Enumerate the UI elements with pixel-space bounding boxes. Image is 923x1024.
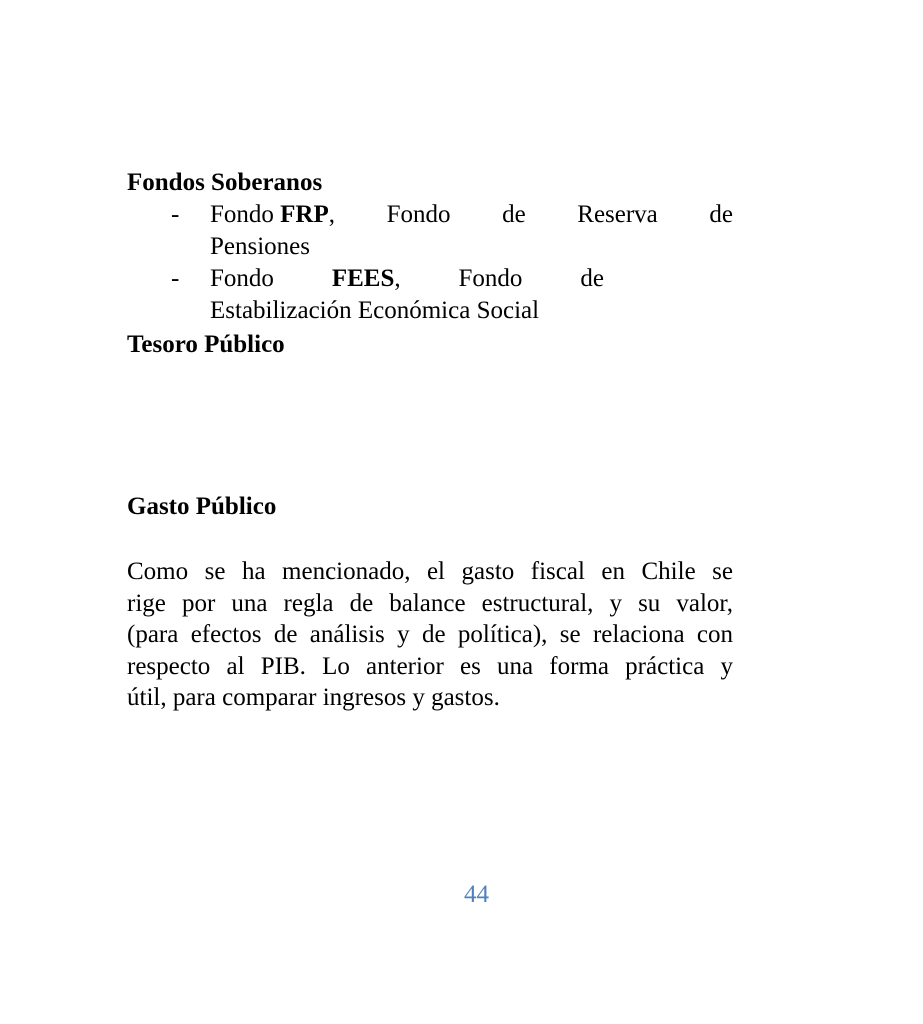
heading-tesoro-publico: Tesoro Público: [127, 331, 285, 358]
paragraph-line: rige por una regla de balance estructural, y su valor,: [127, 589, 733, 617]
paragraph-line: Como se ha mencionado, el gasto fiscal en Chile se: [127, 558, 733, 585]
fund-code-fees: FEES: [331, 265, 395, 292]
word: Reserva: [577, 201, 658, 228]
list-item-frp-continuation: Pensiones: [210, 233, 310, 260]
list-item-frp: [127, 199, 733, 231]
list-dash: -: [171, 265, 180, 292]
heading-gasto-publico: Gasto Público: [127, 493, 277, 520]
word: de: [709, 201, 733, 228]
paragraph-line: respecto al PIB. Lo anterior es una forma práctica y: [127, 652, 733, 680]
page-number: 44: [464, 881, 489, 908]
fund-code-frp: FRP: [280, 201, 329, 228]
word: ,: [394, 265, 401, 292]
paragraph-gasto-publico: [127, 556, 733, 714]
word: Fondo: [458, 265, 523, 292]
heading-fondos-soberanos: Fondos Soberanos: [127, 169, 323, 196]
word: de: [580, 265, 604, 292]
word: Fondo: [210, 265, 274, 292]
word: Fondo: [386, 201, 451, 228]
list-item-fees: [127, 263, 733, 295]
word: Fondo: [210, 201, 281, 228]
list-dash: -: [171, 201, 180, 228]
paragraph-line: útil, para comparar ingresos y gastos.: [127, 684, 500, 711]
paragraph-line: (para efectos de análisis y de política), se relaciona con: [127, 621, 733, 648]
word: ,: [328, 201, 336, 228]
list-item-fees-continuation: Estabilización Económica Social: [210, 297, 540, 324]
word: de: [502, 201, 526, 228]
